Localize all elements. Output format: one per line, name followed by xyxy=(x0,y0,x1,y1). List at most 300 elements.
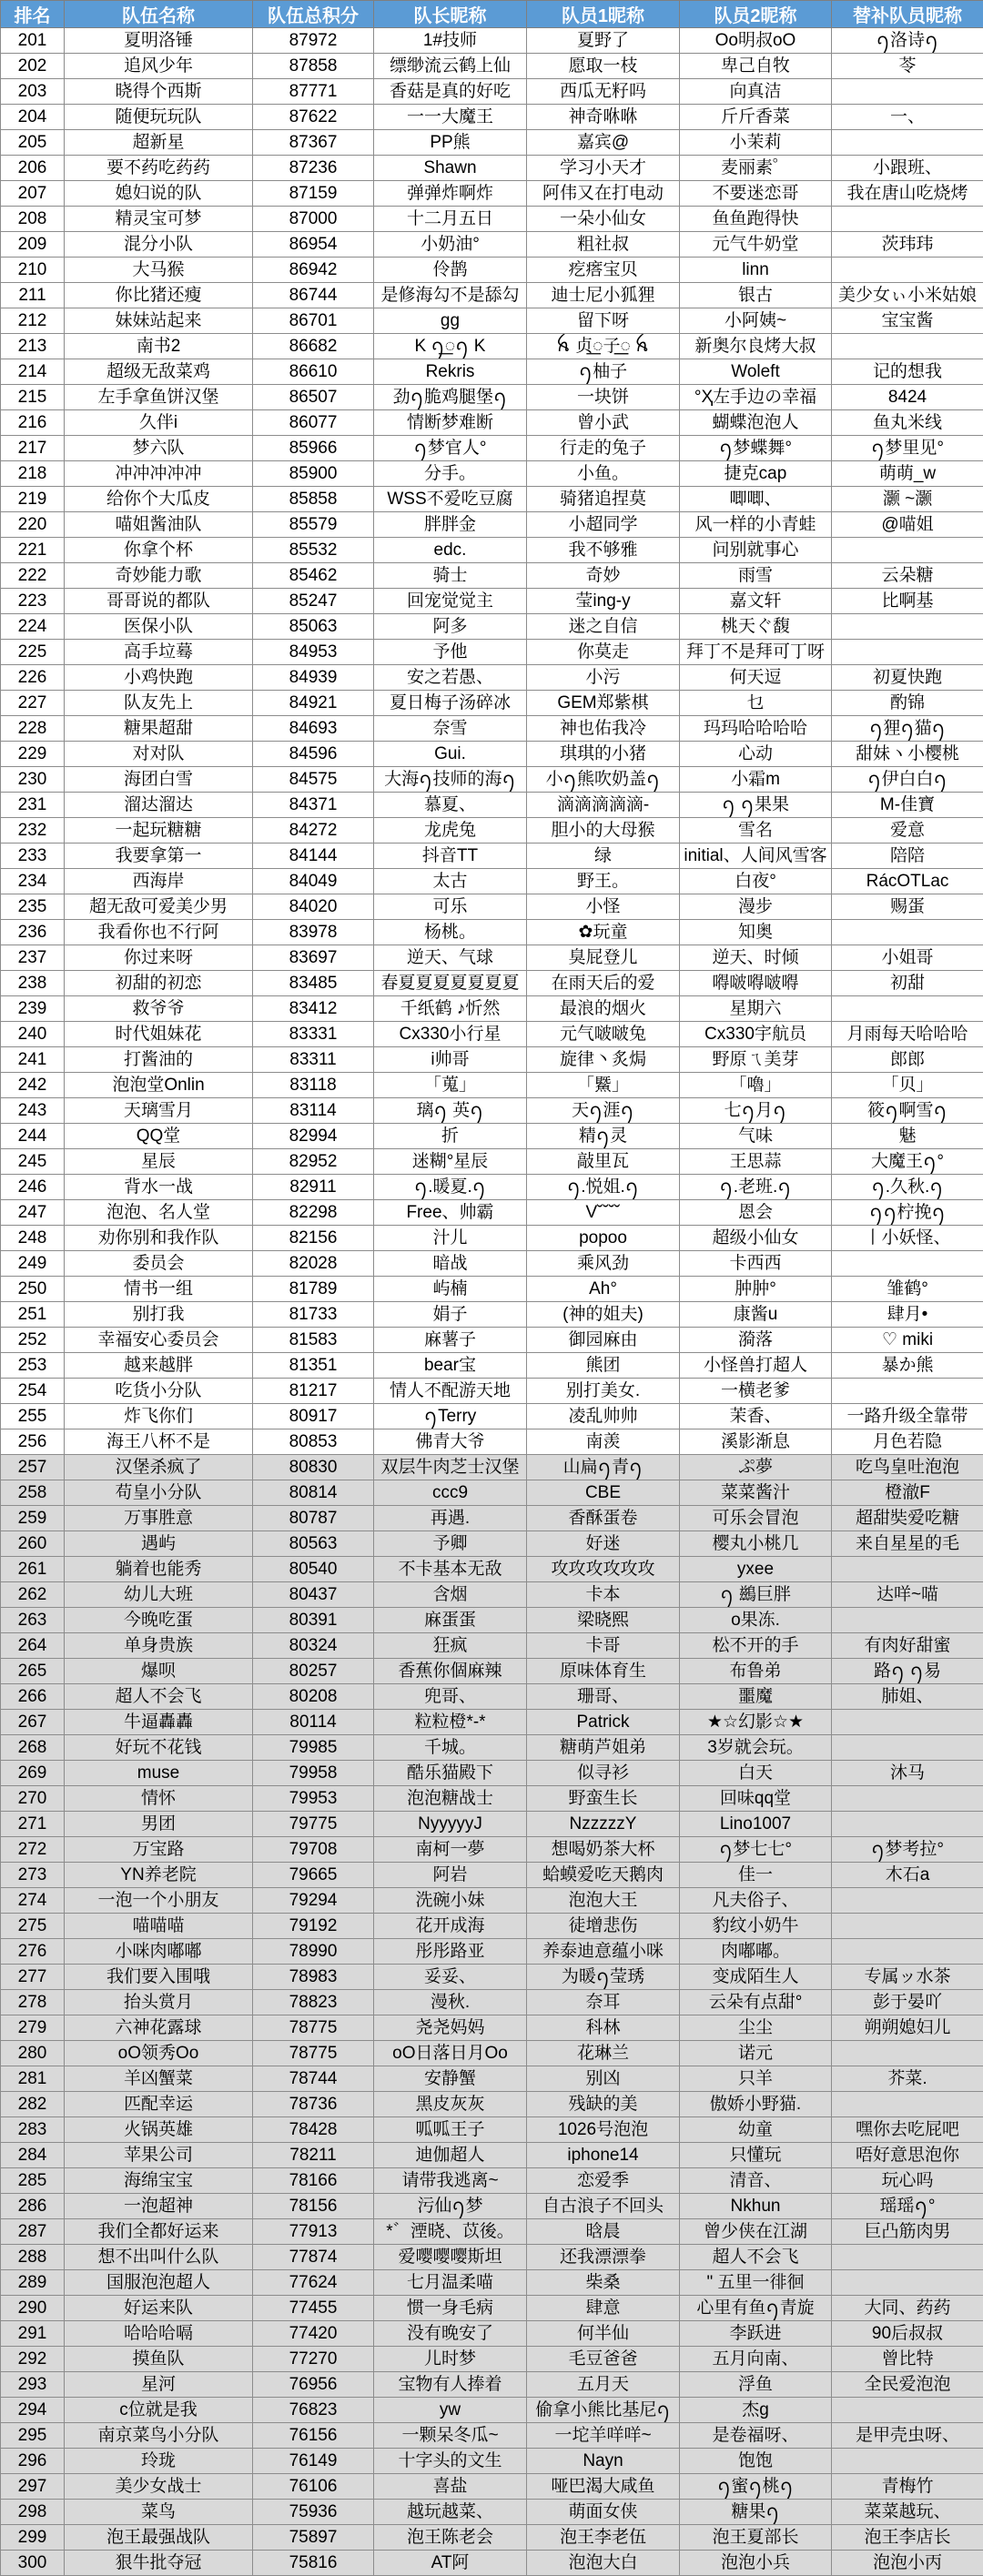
cell-rank: 274 xyxy=(1,1888,65,1914)
table-row xyxy=(1,2423,983,2449)
cell-total-score: 84020 xyxy=(253,894,374,920)
cell-member2: 逆天、时倾 xyxy=(680,945,832,971)
cell-member1: 迪士尼小狐狸 xyxy=(527,283,680,308)
cell-member1: 最浪的烟火 xyxy=(527,996,680,1022)
cell-member1: 臭屁登儿 xyxy=(527,945,680,971)
cell-substitute xyxy=(832,1939,983,1965)
cell-rank: 284 xyxy=(1,2143,65,2168)
cell-captain: ꪆ.暖夏.ꪆ xyxy=(374,1175,527,1200)
cell-member1: 泡泡大白 xyxy=(527,2551,680,2576)
cell-total-score: 87622 xyxy=(253,105,374,130)
cell-rank: 248 xyxy=(1,1226,65,1251)
cell-member2: 佳一 xyxy=(680,1863,832,1888)
cell-member2: 何天逗 xyxy=(680,665,832,691)
cell-substitute xyxy=(832,1557,983,1582)
cell-team-name: 救爷爷 xyxy=(65,996,253,1022)
cell-rank: 208 xyxy=(1,207,65,232)
cell-member2: 菜菜酱汁 xyxy=(680,1480,832,1506)
table-row xyxy=(1,538,983,563)
cell-total-score: 87159 xyxy=(253,181,374,207)
cell-captain: 迷糊°星辰 xyxy=(374,1149,527,1175)
cell-total-score: 80830 xyxy=(253,1455,374,1480)
cell-team-name: 一泡超神 xyxy=(65,2194,253,2219)
cell-member1: 我不够雅 xyxy=(527,538,680,563)
cell-team-name: 喵喵喵 xyxy=(65,1914,253,1939)
table-row xyxy=(1,1608,983,1633)
cell-captain: 狂疯 xyxy=(374,1633,527,1659)
cell-member1: 科林 xyxy=(527,2015,680,2041)
cell-member2: 斤斤香菜 xyxy=(680,105,832,130)
table-row xyxy=(1,2398,983,2423)
cell-team-name: 情怀 xyxy=(65,1786,253,1812)
cell-substitute: 茨玮玮 xyxy=(832,232,983,258)
cell-total-score: 77874 xyxy=(253,2245,374,2270)
cell-substitute: 泡泡小丙 xyxy=(832,2551,983,2576)
cell-member2: ぷ夢 xyxy=(680,1455,832,1480)
cell-total-score: 87858 xyxy=(253,54,374,79)
cell-total-score: 85900 xyxy=(253,461,374,487)
cell-captain: NyyyyyJ xyxy=(374,1812,527,1837)
cell-captain: 迪伽超人 xyxy=(374,2143,527,2168)
table-row xyxy=(1,1557,983,1582)
cell-substitute: 暴か熊 xyxy=(832,1353,983,1379)
cell-member2: 元气牛奶堂 xyxy=(680,232,832,258)
cell-total-score: 75897 xyxy=(253,2525,374,2551)
table-row xyxy=(1,1124,983,1149)
cell-team-name: 超新星 xyxy=(65,130,253,156)
table-row xyxy=(1,1226,983,1251)
cell-team-name: 我要拿第一 xyxy=(65,844,253,869)
cell-member2: ꪆ.老班.ꪆ xyxy=(680,1175,832,1200)
cell-rank: 232 xyxy=(1,818,65,844)
cell-member1: Ah° xyxy=(527,1277,680,1302)
cell-rank: 254 xyxy=(1,1379,65,1404)
cell-member1: ✿玩童 xyxy=(527,920,680,945)
cell-rank: 273 xyxy=(1,1863,65,1888)
cell-member1: 愿取一枝 xyxy=(527,54,680,79)
cell-captain: 越玩越菜、 xyxy=(374,2500,527,2525)
cell-captain: 含烟 xyxy=(374,1582,527,1608)
cell-member2: 雪名 xyxy=(680,818,832,844)
table-row xyxy=(1,207,983,232)
cell-member2: 鱼鱼跑得快 xyxy=(680,207,832,232)
cell-member2: 溪影渐息 xyxy=(680,1429,832,1455)
cell-captain: 弹弹炸啊炸 xyxy=(374,181,527,207)
cell-total-score: 87972 xyxy=(253,28,374,54)
cell-team-name: 美少女战士 xyxy=(65,2474,253,2500)
cell-member1: 神也佑我冷 xyxy=(527,716,680,742)
cell-rank: 266 xyxy=(1,1684,65,1710)
table-row xyxy=(1,563,983,589)
cell-captain: 是修海勾不是舔勾 xyxy=(374,283,527,308)
cell-substitute xyxy=(832,1710,983,1735)
cell-rank: 293 xyxy=(1,2372,65,2398)
header-captain: 队长昵称 xyxy=(374,1,527,28)
cell-substitute: 筱ꪆ啊雪ꪆ xyxy=(832,1098,983,1124)
cell-captain: 璃ꪆ 英ꪆ xyxy=(374,1098,527,1124)
cell-member2: 超级小仙女 xyxy=(680,1226,832,1251)
cell-substitute xyxy=(832,614,983,640)
cell-team-name: 牛逼轟轟 xyxy=(65,1710,253,1735)
table-row xyxy=(1,1379,983,1404)
cell-team-name: 哥哥说的都队 xyxy=(65,589,253,614)
cell-member2: 肉嘟嘟。 xyxy=(680,1939,832,1965)
table-row xyxy=(1,79,983,105)
cell-team-name: 久伴i xyxy=(65,410,253,436)
table-row xyxy=(1,1455,983,1480)
table-row xyxy=(1,1073,983,1098)
cell-substitute xyxy=(832,2245,983,2270)
cell-rank: 202 xyxy=(1,54,65,79)
cell-rank: 249 xyxy=(1,1251,65,1277)
cell-total-score: 82994 xyxy=(253,1124,374,1149)
cell-substitute: 「贝」 xyxy=(832,1073,983,1098)
cell-total-score: 84921 xyxy=(253,691,374,716)
cell-captain: 一一大魔王 xyxy=(374,105,527,130)
cell-captain: 屿楠 xyxy=(374,1277,527,1302)
cell-team-name: 左手拿鱼饼汉堡 xyxy=(65,385,253,410)
cell-rank: 296 xyxy=(1,2449,65,2474)
cell-rank: 251 xyxy=(1,1302,65,1328)
cell-member1: 泡王李老伍 xyxy=(527,2525,680,2551)
cell-member1: 珊哥、 xyxy=(527,1684,680,1710)
cell-member2: 问别就事心 xyxy=(680,538,832,563)
cell-total-score: 78990 xyxy=(253,1939,374,1965)
table-row xyxy=(1,258,983,283)
cell-captain: 彤彤路亚 xyxy=(374,1939,527,1965)
cell-member1: 好迷 xyxy=(527,1531,680,1557)
cell-member1: 神奇咻咻 xyxy=(527,105,680,130)
cell-substitute: M-佳寶 xyxy=(832,793,983,818)
cell-substitute: 赐蛋 xyxy=(832,894,983,920)
cell-team-name: 苟皇小分队 xyxy=(65,1480,253,1506)
table-row xyxy=(1,1429,983,1455)
cell-total-score: 80787 xyxy=(253,1506,374,1531)
cell-member2: 诺元 xyxy=(680,2041,832,2066)
table-row xyxy=(1,1837,983,1863)
cell-total-score: 86682 xyxy=(253,334,374,359)
cell-member1: ꫝ 贞꯭子꯭ ꫝ xyxy=(527,334,680,359)
cell-substitute: 萌萌_w xyxy=(832,461,983,487)
cell-member1: 小怪 xyxy=(527,894,680,920)
cell-captain: 泡王陈老会 xyxy=(374,2525,527,2551)
cell-rank: 265 xyxy=(1,1659,65,1684)
cell-team-name: 玲珑 xyxy=(65,2449,253,2474)
cell-rank: 234 xyxy=(1,869,65,894)
cell-captain: *゛湮晓、苡後。 xyxy=(374,2219,527,2245)
cell-substitute xyxy=(832,2092,983,2117)
cell-captain: 慕夏、 xyxy=(374,793,527,818)
cell-total-score: 84939 xyxy=(253,665,374,691)
cell-total-score: 80853 xyxy=(253,1429,374,1455)
cell-substitute: 来自星星的毛 xyxy=(832,1531,983,1557)
cell-member2: Nkhun xyxy=(680,2194,832,2219)
cell-substitute xyxy=(832,130,983,156)
cell-rank: 235 xyxy=(1,894,65,920)
table-row xyxy=(1,1353,983,1379)
cell-total-score: 78775 xyxy=(253,2041,374,2066)
cell-substitute: 苓 xyxy=(832,54,983,79)
cell-rank: 224 xyxy=(1,614,65,640)
cell-rank: 226 xyxy=(1,665,65,691)
cell-member2: 乜 xyxy=(680,691,832,716)
header-team-name: 队伍名称 xyxy=(65,1,253,28)
cell-rank: 279 xyxy=(1,2015,65,2041)
cell-member2: " 五里一徘徊 xyxy=(680,2270,832,2296)
cell-member1: 骑猪追捏莫 xyxy=(527,487,680,512)
cell-rank: 246 xyxy=(1,1175,65,1200)
cell-member1: 野蛮生长 xyxy=(527,1786,680,1812)
cell-team-name: 打酱油的 xyxy=(65,1047,253,1073)
cell-substitute: ꪆ梦里见° xyxy=(832,436,983,461)
cell-rank: 291 xyxy=(1,2321,65,2347)
cell-team-name: muse xyxy=(65,1761,253,1786)
table-row xyxy=(1,2500,983,2525)
cell-team-name: 情书一组 xyxy=(65,1277,253,1302)
cell-captain: 十二月五日 xyxy=(374,207,527,232)
cell-member2: 曾少侠在江湖 xyxy=(680,2219,832,2245)
cell-captain: 汁儿 xyxy=(374,1226,527,1251)
table-row xyxy=(1,2015,983,2041)
cell-captain: 香蕉你個麻辣 xyxy=(374,1659,527,1684)
cell-total-score: 83311 xyxy=(253,1047,374,1073)
cell-member1: 萌面女侠 xyxy=(527,2500,680,2525)
table-row xyxy=(1,1990,983,2015)
cell-rank: 256 xyxy=(1,1429,65,1455)
table-row xyxy=(1,2321,983,2347)
cell-member2: Oo明叔oO xyxy=(680,28,832,54)
cell-member2: ꪆ蜜ꪆ桃ꪆ xyxy=(680,2474,832,2500)
table-row xyxy=(1,1200,983,1226)
cell-rank: 212 xyxy=(1,308,65,334)
cell-member2: ꪆ梦七七° xyxy=(680,1837,832,1863)
cell-member2: 星期六 xyxy=(680,996,832,1022)
table-row xyxy=(1,2092,983,2117)
cell-team-name: 越来越胖 xyxy=(65,1353,253,1379)
cell-member1: 一块饼 xyxy=(527,385,680,410)
cell-team-name: 大马猴 xyxy=(65,258,253,283)
cell-member1: 残缺的美 xyxy=(527,2092,680,2117)
cell-member1: 留下呀 xyxy=(527,308,680,334)
table-row xyxy=(1,1965,983,1990)
cell-rank: 290 xyxy=(1,2296,65,2321)
cell-captain: 缥缈流云鹤上仙 xyxy=(374,54,527,79)
cell-substitute: 青梅竹 xyxy=(832,2474,983,2500)
cell-rank: 280 xyxy=(1,2041,65,2066)
cell-member2: 是卷福呀、 xyxy=(680,2423,832,2449)
cell-member2: 糖果ꪆ xyxy=(680,2500,832,2525)
cell-rank: 287 xyxy=(1,2219,65,2245)
cell-member1: 莹ing-y xyxy=(527,589,680,614)
cell-rank: 227 xyxy=(1,691,65,716)
cell-captain: 1#技师 xyxy=(374,28,527,54)
cell-team-name: 海绵宝宝 xyxy=(65,2168,253,2194)
cell-team-name: 我看你也不行阿 xyxy=(65,920,253,945)
cell-member2: 变成陌生人 xyxy=(680,1965,832,1990)
cell-rank: 297 xyxy=(1,2474,65,2500)
cell-member2: 可乐会冒泡 xyxy=(680,1506,832,1531)
cell-substitute: 小跟班、 xyxy=(832,156,983,181)
cell-member2: 心动 xyxy=(680,742,832,767)
cell-member1: 奇妙 xyxy=(527,563,680,589)
cell-member2: 清音、 xyxy=(680,2168,832,2194)
cell-total-score: 80540 xyxy=(253,1557,374,1582)
cell-substitute xyxy=(832,2449,983,2474)
cell-team-name: 晓得个西斯 xyxy=(65,79,253,105)
cell-rank: 263 xyxy=(1,1608,65,1633)
cell-member2: ★☆幻影☆★ xyxy=(680,1710,832,1735)
cell-substitute: 一、 xyxy=(832,105,983,130)
cell-team-name: 要不药吃药药 xyxy=(65,156,253,181)
header-member2: 队员2昵称 xyxy=(680,1,832,28)
table-row xyxy=(1,742,983,767)
cell-team-name: 单身贵族 xyxy=(65,1633,253,1659)
cell-member1: 滴滴滴滴滴- xyxy=(527,793,680,818)
table-row xyxy=(1,1914,983,1939)
cell-member2: 风一样的小青蛙 xyxy=(680,512,832,538)
cell-rank: 221 xyxy=(1,538,65,563)
cell-rank: 285 xyxy=(1,2168,65,2194)
cell-member1: GEM郑紫棋 xyxy=(527,691,680,716)
table-row xyxy=(1,869,983,894)
cell-rank: 283 xyxy=(1,2117,65,2143)
cell-substitute: 雏鹤° xyxy=(832,1277,983,1302)
cell-member2: 王思蒜 xyxy=(680,1149,832,1175)
cell-captain: ꪆTerry xyxy=(374,1404,527,1429)
table-row xyxy=(1,1047,983,1073)
cell-member1: 想喝奶茶大杯 xyxy=(527,1837,680,1863)
cell-captain: 劲ꪆ脆鸡腿堡ꪆ xyxy=(374,385,527,410)
cell-team-name: 超级无敌菜鸡 xyxy=(65,359,253,385)
cell-member2: 小霜m xyxy=(680,767,832,793)
cell-team-name: 医保小队 xyxy=(65,614,253,640)
table-row xyxy=(1,1939,983,1965)
cell-member1: 为暖ꪆ莹琇 xyxy=(527,1965,680,1990)
cell-rank: 252 xyxy=(1,1328,65,1353)
cell-team-name: 好玩不花钱 xyxy=(65,1735,253,1761)
cell-rank: 288 xyxy=(1,2245,65,2270)
cell-substitute: 菜菜越玩、 xyxy=(832,2500,983,2525)
cell-team-name: 躺着也能秀 xyxy=(65,1557,253,1582)
table-row xyxy=(1,2194,983,2219)
cell-team-name: 高手垃蓦 xyxy=(65,640,253,665)
cell-total-score: 87236 xyxy=(253,156,374,181)
table-row xyxy=(1,181,983,207)
cell-total-score: 87771 xyxy=(253,79,374,105)
cell-captain: 十字头的文生 xyxy=(374,2449,527,2474)
cell-member1: 精ꪆ灵 xyxy=(527,1124,680,1149)
cell-member1: 旋律丶炙焗 xyxy=(527,1047,680,1073)
cell-captain: 呱呱王子 xyxy=(374,2117,527,2143)
cell-rank: 258 xyxy=(1,1480,65,1506)
cell-captain: Rekris xyxy=(374,359,527,385)
cell-substitute: ꪆ狸ꪆ猫ꪆ xyxy=(832,716,983,742)
cell-member2: 李跃进 xyxy=(680,2321,832,2347)
table-row xyxy=(1,793,983,818)
cell-team-name: 你拿个杯 xyxy=(65,538,253,563)
cell-rank: 204 xyxy=(1,105,65,130)
cell-total-score: 81733 xyxy=(253,1302,374,1328)
cell-member1: 西瓜无籽吗 xyxy=(527,79,680,105)
cell-total-score: 84693 xyxy=(253,716,374,742)
cell-total-score: 82952 xyxy=(253,1149,374,1175)
cell-rank: 237 xyxy=(1,945,65,971)
cell-member1: 蛤蟆爱吃天鹅肉 xyxy=(527,1863,680,1888)
cell-team-name: oO领秀Oo xyxy=(65,2041,253,2066)
cell-substitute: ꪆ伊白白ꪆ xyxy=(832,767,983,793)
cell-rank: 214 xyxy=(1,359,65,385)
cell-rank: 262 xyxy=(1,1582,65,1608)
cell-member2: 只羊 xyxy=(680,2066,832,2092)
cell-member2: 雨雪 xyxy=(680,563,832,589)
cell-team-name: 想不出叫什么队 xyxy=(65,2245,253,2270)
cell-team-name: 混分小队 xyxy=(65,232,253,258)
cell-total-score: 78823 xyxy=(253,1990,374,2015)
table-row xyxy=(1,2066,983,2092)
cell-member1: 恋爱季 xyxy=(527,2168,680,2194)
cell-rank: 209 xyxy=(1,232,65,258)
cell-captain: 情人不配游天地 xyxy=(374,1379,527,1404)
cell-member1: 绿 xyxy=(527,844,680,869)
cell-member1: 偷拿小熊比基尼ꪆ xyxy=(527,2398,680,2423)
table-row xyxy=(1,28,983,54)
cell-member1: 胆小的大母猴 xyxy=(527,818,680,844)
cell-substitute: 灏 ~灏 xyxy=(832,487,983,512)
cell-total-score: 86942 xyxy=(253,258,374,283)
cell-member1: V˘˘˘˘ xyxy=(527,1200,680,1226)
cell-rank: 236 xyxy=(1,920,65,945)
cell-member2: 布鲁弟 xyxy=(680,1659,832,1684)
cell-captain: 骑士 xyxy=(374,563,527,589)
cell-member2: 漪落 xyxy=(680,1328,832,1353)
cell-member1: 学习小天才 xyxy=(527,156,680,181)
cell-captain: 粒粒橙*-* xyxy=(374,1710,527,1735)
cell-rank: 203 xyxy=(1,79,65,105)
table-row xyxy=(1,2117,983,2143)
cell-rank: 225 xyxy=(1,640,65,665)
table-row xyxy=(1,232,983,258)
cell-total-score: 80563 xyxy=(253,1531,374,1557)
table-row xyxy=(1,2143,983,2168)
cell-team-name: 万宝路 xyxy=(65,1837,253,1863)
table-row xyxy=(1,359,983,385)
cell-member1: ꪆ柚子 xyxy=(527,359,680,385)
cell-total-score: 85966 xyxy=(253,436,374,461)
cell-total-score: 85063 xyxy=(253,614,374,640)
table-row xyxy=(1,385,983,410)
cell-captain: 伶鹊 xyxy=(374,258,527,283)
cell-member1: 1026号泡泡 xyxy=(527,2117,680,2143)
cell-substitute xyxy=(832,1608,983,1633)
table-row xyxy=(1,2245,983,2270)
cell-rank: 215 xyxy=(1,385,65,410)
cell-member2: 知奥 xyxy=(680,920,832,945)
table-row xyxy=(1,920,983,945)
cell-total-score: 85532 xyxy=(253,538,374,563)
cell-captain: 情断梦难断 xyxy=(374,410,527,436)
cell-total-score: 78428 xyxy=(253,2117,374,2143)
cell-member2: 恩会 xyxy=(680,1200,832,1226)
table-row xyxy=(1,410,983,436)
cell-team-name: 泡王最强战队 xyxy=(65,2525,253,2551)
cell-total-score: 84272 xyxy=(253,818,374,844)
cell-member1: 一坨羊咩咩~ xyxy=(527,2423,680,2449)
cell-total-score: 77624 xyxy=(253,2270,374,2296)
cell-member2: 七ꪆ月ꪆ xyxy=(680,1098,832,1124)
table-row xyxy=(1,156,983,181)
cell-rank: 286 xyxy=(1,2194,65,2219)
cell-team-name: 泡泡、名人堂 xyxy=(65,1200,253,1226)
